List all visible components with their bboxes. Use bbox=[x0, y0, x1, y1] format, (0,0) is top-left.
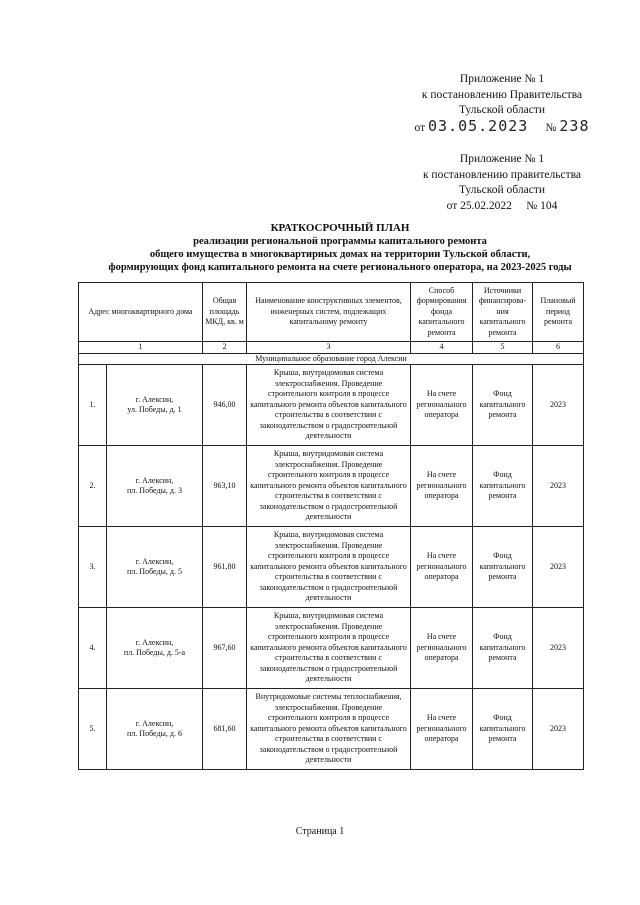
row-address bbox=[107, 365, 203, 446]
row-period: 2023 bbox=[533, 689, 584, 770]
column-number-row bbox=[79, 342, 584, 354]
row-area: 963,10 bbox=[203, 446, 247, 527]
row-area: 946,00 bbox=[203, 365, 247, 446]
row-address bbox=[107, 689, 203, 770]
row-source: Фонд капитального ремонта bbox=[473, 527, 533, 608]
row-period: 2023 bbox=[533, 527, 584, 608]
header-current-line2: к постановлению Правительства bbox=[421, 88, 583, 101]
row-source: Фонд капитального ремонта bbox=[473, 365, 533, 446]
row-area: 967,60 bbox=[203, 608, 247, 689]
header-works: Наименование конструктивных элементов, инженерных систем, подлежащих капитальному ремонту bbox=[247, 283, 411, 342]
column-number: 2 bbox=[203, 342, 247, 354]
title-line3: общего имущества в многоквартирных домах на территории Тульской области, bbox=[149, 249, 531, 260]
row-works: Крыша, внутридомовая система электроснабжения. Проведение строительного контроля в процессе капитального ремонта объектов капитального строительства в соответствии с законодательством о градостроительной деятельности bbox=[247, 527, 411, 608]
header-current-date-line bbox=[392, 116, 612, 137]
header-original-line4: от 25.02.2022 № 104 bbox=[446, 199, 558, 212]
header-source: Источники финансирова-ния капитального ремонта bbox=[473, 283, 533, 342]
address-city: г. Алексин, bbox=[135, 394, 174, 404]
row-area: 961,80 bbox=[203, 527, 247, 608]
municipality-row bbox=[79, 353, 584, 365]
table-row bbox=[79, 446, 584, 527]
row-source: Фонд капитального ремонта bbox=[473, 689, 533, 770]
row-works: Крыша, внутридомовая система электроснабжения. Проведение строительного контроля в процессе капитального ремонта объектов капитального строительства в соответствии с законодательством о градостроительной деятельности bbox=[247, 608, 411, 689]
row-number: 2. bbox=[79, 446, 107, 527]
row-number: 1. bbox=[79, 365, 107, 446]
table-row bbox=[79, 608, 584, 689]
row-address bbox=[107, 446, 203, 527]
page-footer: Страница 1 bbox=[295, 826, 345, 837]
row-period: 2023 bbox=[533, 365, 584, 446]
row-address bbox=[107, 527, 203, 608]
column-number: 4 bbox=[411, 342, 473, 354]
row-works: Внутридомовые системы теплоснабжения, электроснабжения. Проведение строительного контроля в процессе капитального ремонта объектов капитального строительства в соответствии с законодательством о градостроительной деятельности bbox=[247, 689, 411, 770]
row-address bbox=[107, 608, 203, 689]
number-prefix: № bbox=[545, 121, 557, 134]
row-period: 2023 bbox=[533, 608, 584, 689]
row-number: 4. bbox=[79, 608, 107, 689]
header-original-line2: к постановлению правительства bbox=[422, 168, 582, 181]
row-method: На счете регионального оператора bbox=[411, 689, 473, 770]
address-city: г. Алексин, bbox=[135, 556, 174, 566]
date-prefix: от bbox=[414, 121, 426, 134]
header-current-amendment bbox=[392, 72, 612, 136]
column-number: 1 bbox=[79, 342, 203, 354]
row-works: Крыша, внутридомовая система электроснабжения. Проведение строительного контроля в процессе капитального ремонта объектов капитального строительства в соответствии с законодательством о градостроительной деятельности bbox=[247, 365, 411, 446]
address-city: г. Алексин, bbox=[135, 637, 174, 647]
municipality-name: Муниципальное образование город Алексин bbox=[79, 353, 584, 365]
row-source: Фонд капитального ремонта bbox=[473, 446, 533, 527]
header-method: Способ формирования фонда капитального ремонта bbox=[411, 283, 473, 342]
header-original-line1: Приложение № 1 bbox=[459, 153, 545, 165]
row-method: На счете регионального оператора bbox=[411, 527, 473, 608]
row-method: На счете регионального оператора bbox=[411, 446, 473, 527]
table-row bbox=[79, 527, 584, 608]
table-row bbox=[79, 689, 584, 770]
title-line2: реализации региональной программы капитального ремонта bbox=[193, 236, 487, 247]
address-street: пл. Победы, д. 6 bbox=[127, 729, 182, 738]
document-title bbox=[70, 222, 610, 274]
row-number: 5. bbox=[79, 689, 107, 770]
handwritten-date: 03.05.2023 bbox=[427, 116, 529, 135]
header-original-document bbox=[392, 152, 612, 214]
header-address: Адрес многоквартирного дома bbox=[79, 283, 203, 342]
row-period: 2023 bbox=[533, 446, 584, 527]
header-period: Плановый период ремонта bbox=[533, 283, 584, 342]
title-line4: формирующих фонд капитального ремонта на счете регионального оператора, на 2023-2025 годы bbox=[108, 262, 572, 273]
address-street: ул. Победы, д. 1 bbox=[127, 405, 182, 414]
header-area: Общая площадь МКД, кв. м bbox=[203, 283, 247, 342]
address-street: пл. Победы, д. 3 bbox=[127, 486, 182, 495]
table-header-row bbox=[79, 283, 584, 342]
row-method: На счете регионального оператора bbox=[411, 608, 473, 689]
address-street: пл. Победы, д. 5-а bbox=[123, 648, 186, 657]
address-city: г. Алексин, bbox=[135, 718, 174, 728]
column-number: 3 bbox=[247, 342, 411, 354]
repair-plan-table bbox=[78, 282, 584, 770]
column-number: 5 bbox=[473, 342, 533, 354]
header-current-line1: Приложение № 1 bbox=[459, 73, 545, 85]
row-works: Крыша, внутридомовая система электроснабжения. Проведение строительного контроля в процессе капитального ремонта объектов капитального строительства в соответствии с законодательством о градостроительной деятельности bbox=[247, 446, 411, 527]
table-row bbox=[79, 365, 584, 446]
address-street: пл. Победы, д. 5 bbox=[127, 567, 182, 576]
row-source: Фонд капитального ремонта bbox=[473, 608, 533, 689]
row-area: 681,60 bbox=[203, 689, 247, 770]
row-method: На счете регионального оператора bbox=[411, 365, 473, 446]
title-line1: КРАТКОСРОЧНЫЙ ПЛАН bbox=[270, 222, 410, 234]
header-current-line3: Тульской области bbox=[458, 104, 545, 116]
column-number: 6 bbox=[533, 342, 584, 354]
row-number: 3. bbox=[79, 527, 107, 608]
address-city: г. Алексин, bbox=[135, 475, 174, 485]
handwritten-number: 238 bbox=[559, 116, 590, 135]
header-original-line3: Тульской области bbox=[458, 184, 545, 196]
